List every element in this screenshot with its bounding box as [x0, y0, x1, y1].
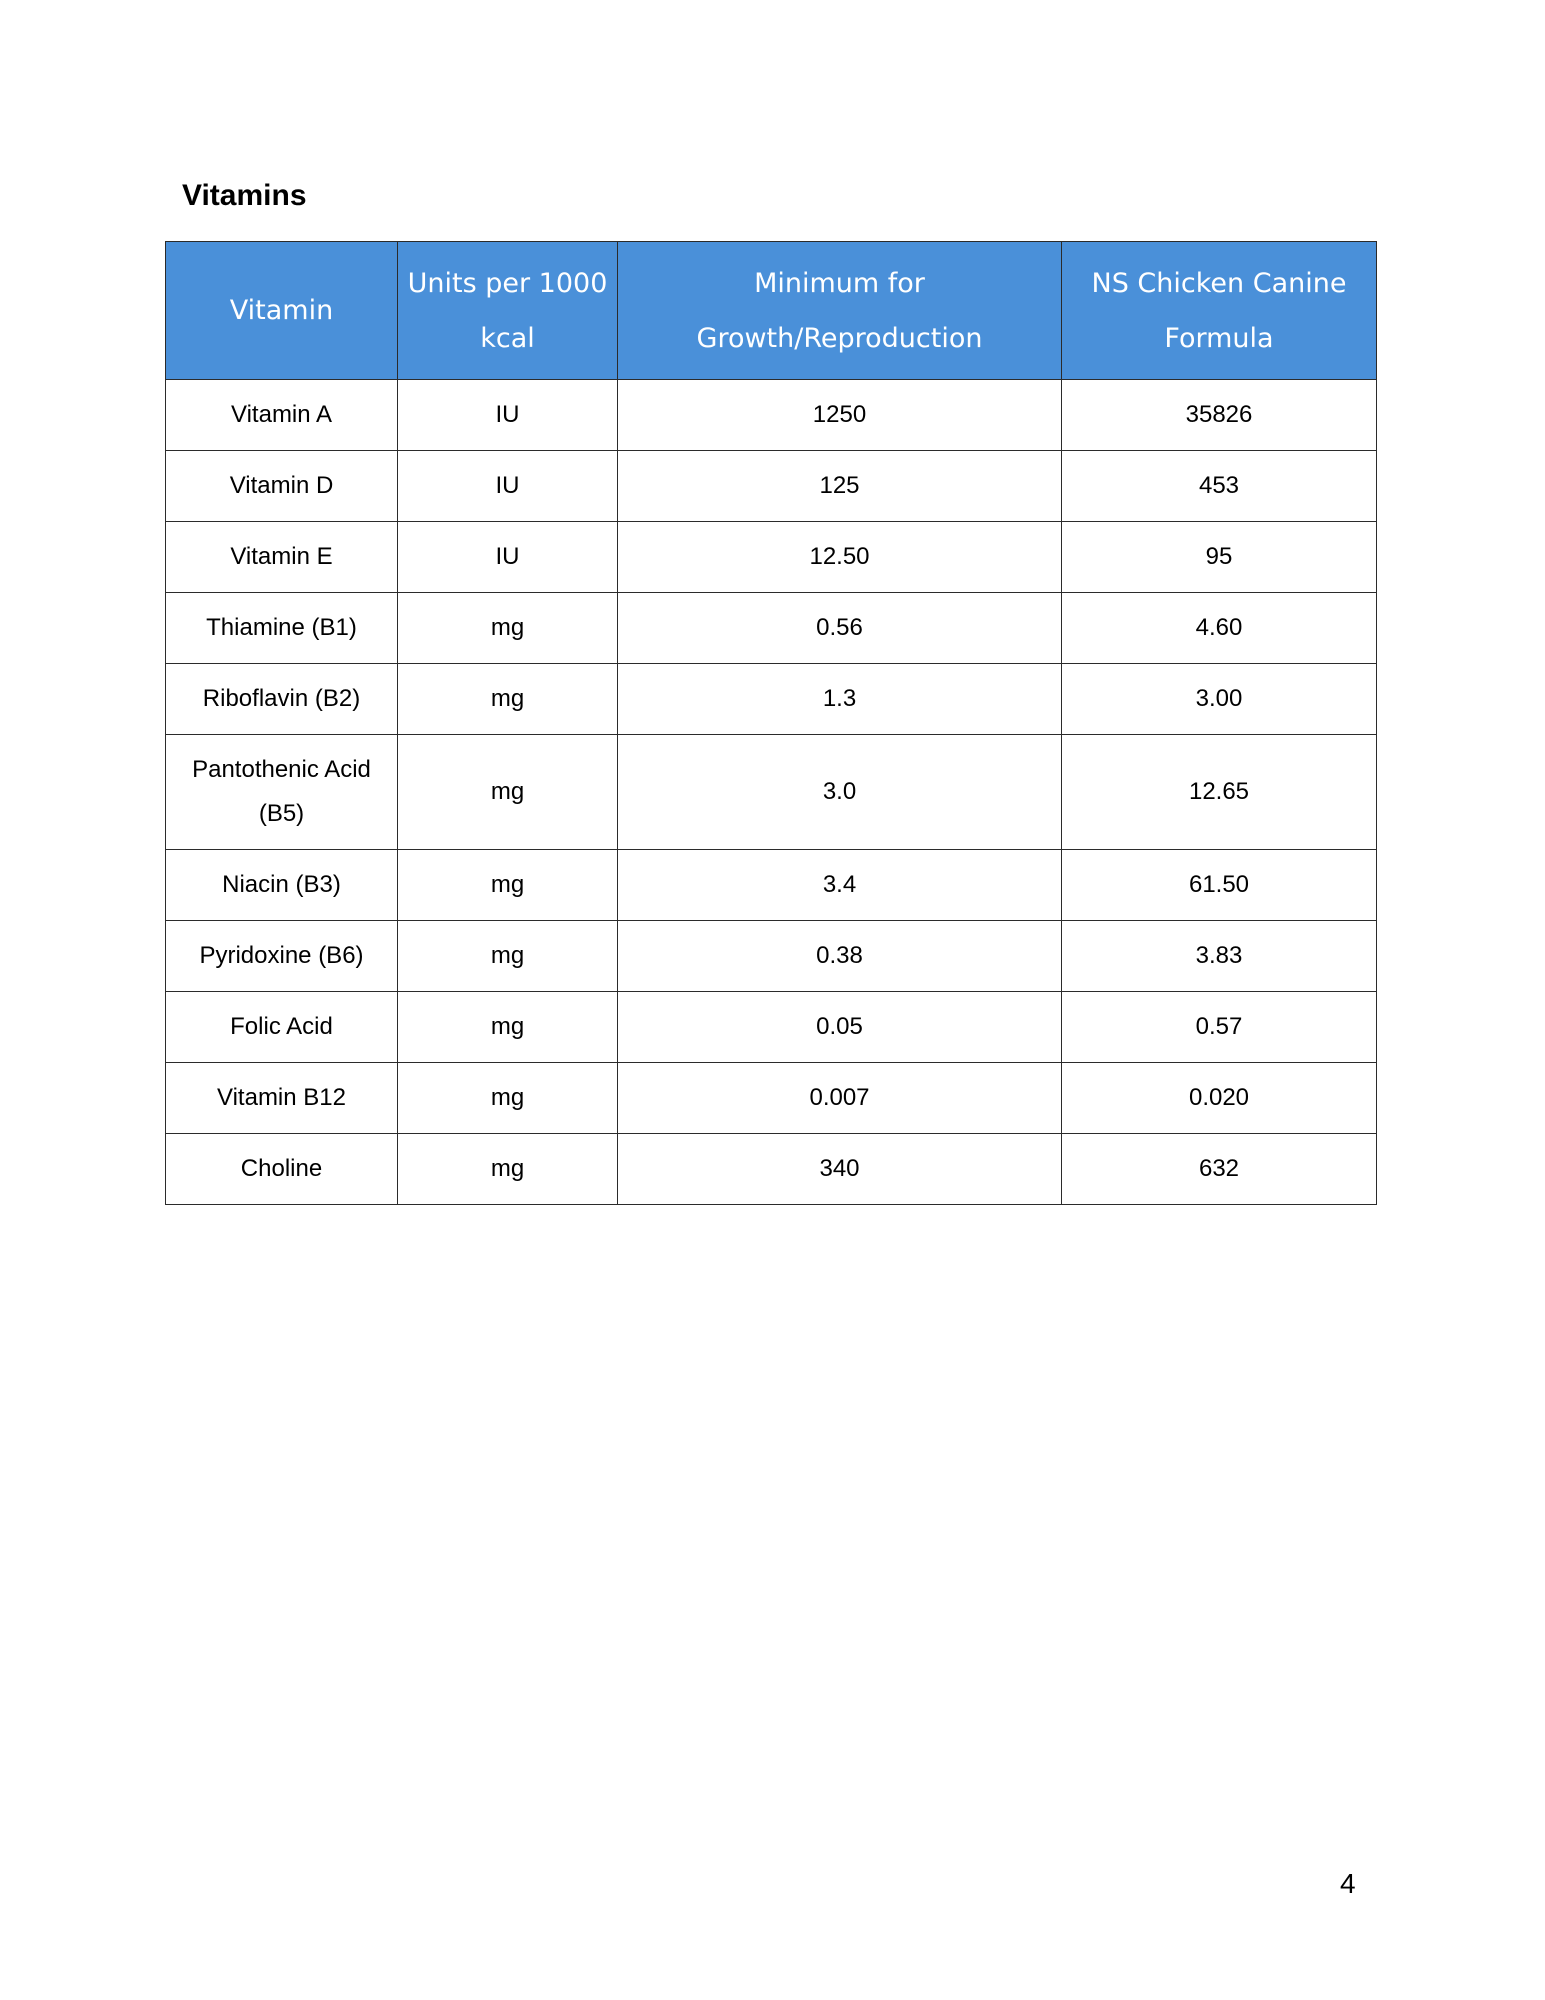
cell-vitamin: Thiamine (B1) [166, 593, 398, 664]
header-units: Units per 1000 kcal [398, 242, 618, 380]
cell-minimum: 1.3 [618, 664, 1062, 735]
cell-formula: 0.020 [1062, 1063, 1377, 1134]
cell-units: mg [398, 593, 618, 664]
cell-units: mg [398, 664, 618, 735]
cell-units: mg [398, 850, 618, 921]
cell-units: mg [398, 1134, 618, 1205]
cell-formula: 453 [1062, 451, 1377, 522]
cell-vitamin: Riboflavin (B2) [166, 664, 398, 735]
cell-vitamin: Pyridoxine (B6) [166, 921, 398, 992]
table-row [166, 380, 1377, 451]
cell-vitamin: Vitamin A [166, 380, 398, 451]
cell-units: IU [398, 380, 618, 451]
cell-minimum: 3.4 [618, 850, 1062, 921]
section-title: Vitamins [182, 179, 307, 212]
cell-vitamin: Pantothenic Acid (B5) [166, 735, 398, 850]
cell-units: mg [398, 921, 618, 992]
vitamins-table [165, 241, 1377, 1205]
cell-vitamin: Vitamin B12 [166, 1063, 398, 1134]
header-minimum: Minimum for Growth/Reproduction [618, 242, 1062, 380]
cell-minimum: 125 [618, 451, 1062, 522]
cell-units: mg [398, 1063, 618, 1134]
table-row [166, 1063, 1377, 1134]
cell-formula: 3.83 [1062, 921, 1377, 992]
cell-formula: 12.65 [1062, 735, 1377, 850]
cell-vitamin: Choline [166, 1134, 398, 1205]
cell-vitamin: Folic Acid [166, 992, 398, 1063]
table-row [166, 1134, 1377, 1205]
cell-minimum: 1250 [618, 380, 1062, 451]
cell-minimum: 340 [618, 1134, 1062, 1205]
cell-formula: 61.50 [1062, 850, 1377, 921]
cell-formula: 632 [1062, 1134, 1377, 1205]
table-row [166, 850, 1377, 921]
header-vitamin: Vitamin [166, 242, 398, 380]
cell-vitamin: Vitamin E [166, 522, 398, 593]
cell-minimum: 0.007 [618, 1063, 1062, 1134]
cell-units: IU [398, 522, 618, 593]
table-header-row [166, 242, 1377, 380]
table-row [166, 593, 1377, 664]
header-formula: NS Chicken Canine Formula [1062, 242, 1377, 380]
cell-formula: 4.60 [1062, 593, 1377, 664]
table-row [166, 664, 1377, 735]
table-row [166, 451, 1377, 522]
cell-units: mg [398, 735, 618, 850]
table-row [166, 735, 1377, 850]
table-row [166, 921, 1377, 992]
cell-formula: 35826 [1062, 380, 1377, 451]
cell-units: IU [398, 451, 618, 522]
table-row [166, 992, 1377, 1063]
cell-units: mg [398, 992, 618, 1063]
cell-minimum: 12.50 [618, 522, 1062, 593]
cell-formula: 3.00 [1062, 664, 1377, 735]
cell-formula: 0.57 [1062, 992, 1377, 1063]
cell-vitamin: Vitamin D [166, 451, 398, 522]
page-number: 4 [1340, 1868, 1356, 1899]
cell-minimum: 0.56 [618, 593, 1062, 664]
table-row [166, 522, 1377, 593]
cell-minimum: 3.0 [618, 735, 1062, 850]
cell-vitamin: Niacin (B3) [166, 850, 398, 921]
cell-minimum: 0.38 [618, 921, 1062, 992]
cell-formula: 95 [1062, 522, 1377, 593]
cell-minimum: 0.05 [618, 992, 1062, 1063]
